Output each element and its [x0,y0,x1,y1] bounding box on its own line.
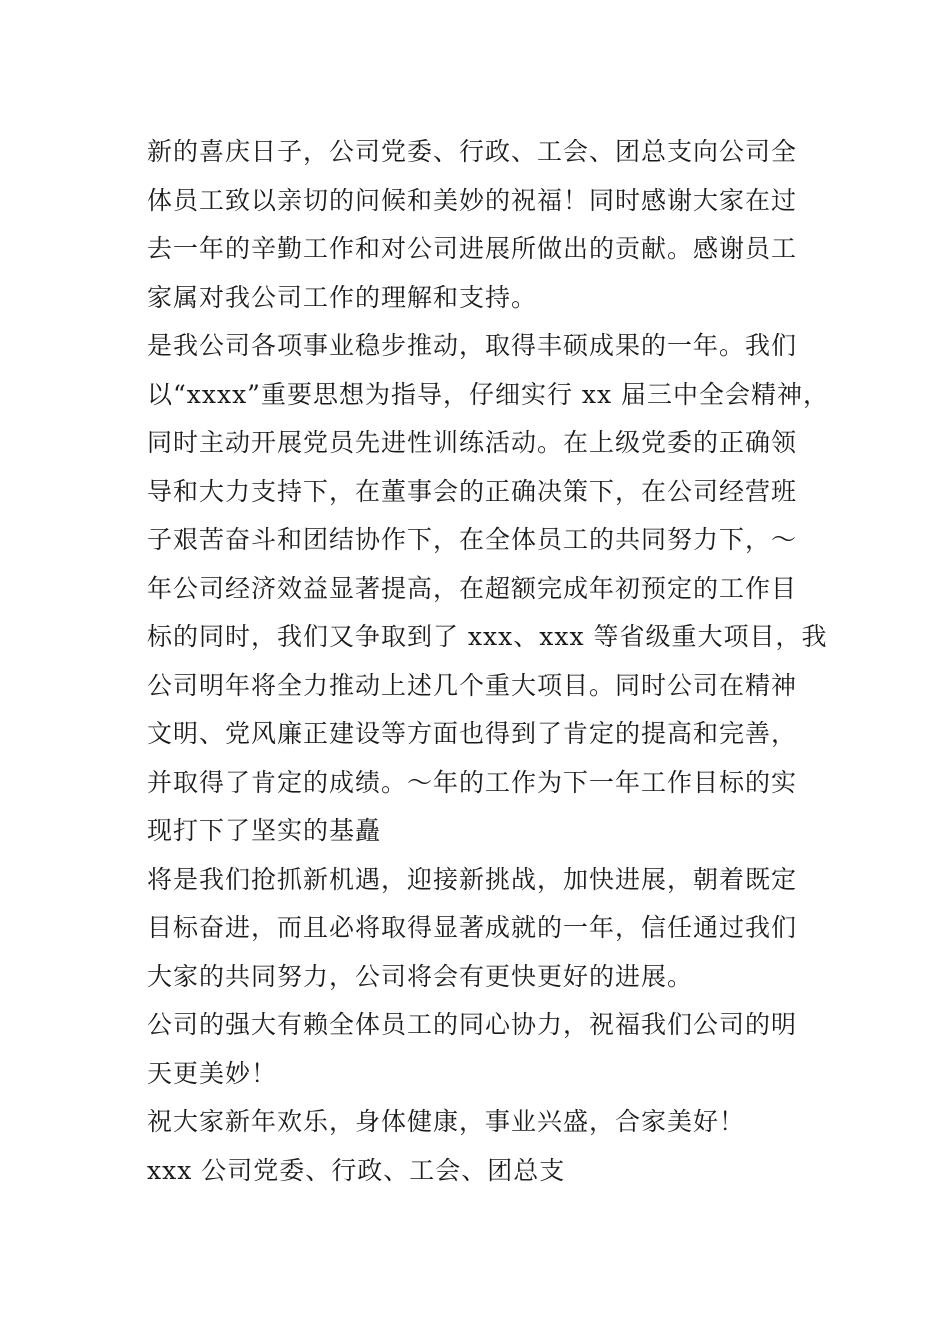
text-line: 祝大家新年欢乐，身体健康，事业兴盛，合家美好！ [147,1107,746,1136]
text-line: 将是我们抢抓新机遇，迎接新挑战，加快进展，朝着既定 [147,864,798,894]
text-line: 标的同时，我们又争取到了 xxx、xxx 等省级重大项目，我 [147,622,828,651]
signature-line: xxx 公司党委、行政、工会、团总支 [147,1155,566,1185]
text-line: 导和大力支持下，在董事会的正确决策下，在公司经营班 [147,476,798,506]
document-body [147,128,830,1195]
text-line: 天更美妙！ [147,1058,278,1088]
text-line: 目标奋进，而且必将取得显著成就的一年，信任通过我们 [147,913,798,942]
text-line: 同时主动开展党员先进性训练活动。在上级党委的正确领 [147,428,798,457]
text-line: 是我公司各项事业稳步推动，取得丰硕成果的一年。我们 [147,331,798,360]
text-line: 大家的共同努力，公司将会有更快更好的进展。 [147,961,694,991]
text-line: 体员工致以亲切的问候和美妙的祝福！同时感谢大家在过 [147,185,798,215]
text-line: 现打下了坚实的基矗 [147,816,382,845]
text-line: 新的喜庆日子，公司党委、行政、工会、团总支向公司全 [147,137,798,166]
text-line: 子艰苦奋斗和团结协作下，在全体员工的共同努力下，～ [147,525,798,554]
text-line: 公司明年将全力推动上述几个重大项目。同时公司在精神 [147,670,798,700]
text-line: 以“xxxx”重要思想为指导，仔细实行 xx 届三中全会精神， [147,379,830,409]
text-line: 家属对我公司工作的理解和支持。 [147,282,538,312]
text-line: 并取得了肯定的成绩。～年的工作为下一年工作目标的实 [147,767,798,797]
text-line: 年公司经济效益显著提高，在超额完成年初预定的工作目 [147,573,798,603]
text-line: 去一年的辛勤工作和对公司进展所做出的贡献。感谢员工 [147,234,798,263]
text-line: 文明、党风廉正建设等方面也得到了肯定的提高和完善， [147,719,798,748]
text-line: 公司的强大有赖全体员工的同心协力，祝福我们公司的明 [147,1010,798,1039]
